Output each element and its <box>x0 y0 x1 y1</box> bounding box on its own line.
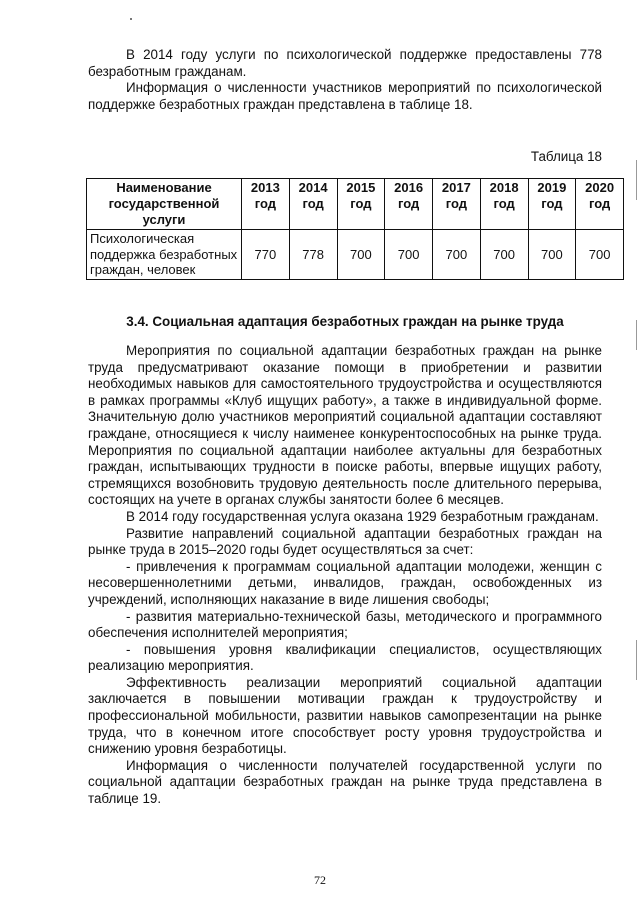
table-cell-value: 700 <box>385 230 433 280</box>
table-cell-value: 770 <box>242 230 290 280</box>
section-heading: 3.4. Социальная адаптация безработных граждан на рынке труда <box>126 314 564 329</box>
table-caption: Таблица 18 <box>530 149 602 164</box>
row-service-name: Психологическая поддержка безработных граждан, человек <box>87 230 242 280</box>
table-cell-value: 700 <box>528 230 576 280</box>
header-year: 2017 год <box>433 179 481 230</box>
scan-edge-mark <box>636 320 637 350</box>
body-paragraph: Информация о численности получателей государственной услуги по социальной адаптации безработных граждан на рынке труда представлена в таблице 19. <box>88 757 602 807</box>
body-paragraph: Эффективность реализации мероприятий социальной адаптации заключается в повышении мотивации граждан к трудоустройству и профессиональной мобильности, развитии навыков самопрезентации на рынке труда, что в конечном итоге способствует росту уровня трудоустройства и снижению уровня безработицы. <box>88 674 602 757</box>
table-row <box>87 230 624 280</box>
header-year: 2013 год <box>242 179 290 230</box>
table-cell-value: 700 <box>480 230 528 280</box>
table-cell-value: 778 <box>289 230 337 280</box>
body-paragraph: В 2014 году государственная услуга оказана 1929 безработным гражданам. <box>126 508 599 524</box>
table-cell-value: 700 <box>337 230 385 280</box>
page-number: 72 <box>314 873 326 887</box>
table-cell-value: 700 <box>433 230 481 280</box>
body-paragraph: - повышения уровня квалификации специалистов, осуществляющих реализацию мероприятия. <box>88 641 602 674</box>
header-service-name: Наименование государственной услуги <box>87 179 242 230</box>
header-year: 2016 год <box>385 179 433 230</box>
header-year: 2020 год <box>576 179 624 230</box>
intro-paragraph: В 2014 году услуги по психологической поддержке предоставлены 778 безработным гражданам. <box>88 47 602 79</box>
header-year: 2018 год <box>480 179 528 230</box>
scan-edge-mark <box>636 160 637 200</box>
body-block <box>88 343 602 808</box>
body-paragraph: - привлечения к программам социальной адаптации молодежи, женщин с несовершеннолетними детьми, инвалидов, граждан, освобожденных из учреждений, исполняющих наказание в виде лишения свободы; <box>88 558 602 607</box>
header-year: 2014 год <box>289 179 337 230</box>
body-paragraph: - развития материально-технической базы, методического и программного обеспечения исполнителей мероприятия; <box>88 608 602 641</box>
body-paragraph: Развитие направлений социальной адаптации безработных граждан на рынке труда в 2015–2020 годы будет осуществляться за счет: <box>88 525 602 558</box>
scan-edge-mark <box>636 640 637 680</box>
header-year: 2015 год <box>337 179 385 230</box>
data-table-18 <box>86 178 624 280</box>
table-cell-value: 700 <box>576 230 624 280</box>
scan-speck <box>130 18 132 20</box>
body-paragraph: Мероприятия по социальной адаптации безработных граждан на рынке труда предусматривают оказание помощи в приобретении и развитии необходимых навыков для самостоятельного трудоустройства и осуществляются в рамках программы «Клуб ищущих работу», а также в индивидуальной форме. Значительную долю участников мероприятий социальной адаптации составляют граждане, относящиеся к числу наименее конкурентоспособных на рынке труда. Мероприятия по социальной адаптации наиболее актуальны для безработных граждан, испытывающих трудности в поиске работы, впервые ищущих работу, стремящихся возобновить трудовую деятельность после длительного перерыва, состоящих на учете в органах службы занятости более 6 месяцев. <box>88 343 602 508</box>
intro-block <box>88 47 602 113</box>
header-year: 2019 год <box>528 179 576 230</box>
table-header-row <box>87 179 624 230</box>
intro-paragraph: Информация о численности участников мероприятий по психологической поддержке безработных граждан представлена в таблице 18. <box>88 80 602 112</box>
